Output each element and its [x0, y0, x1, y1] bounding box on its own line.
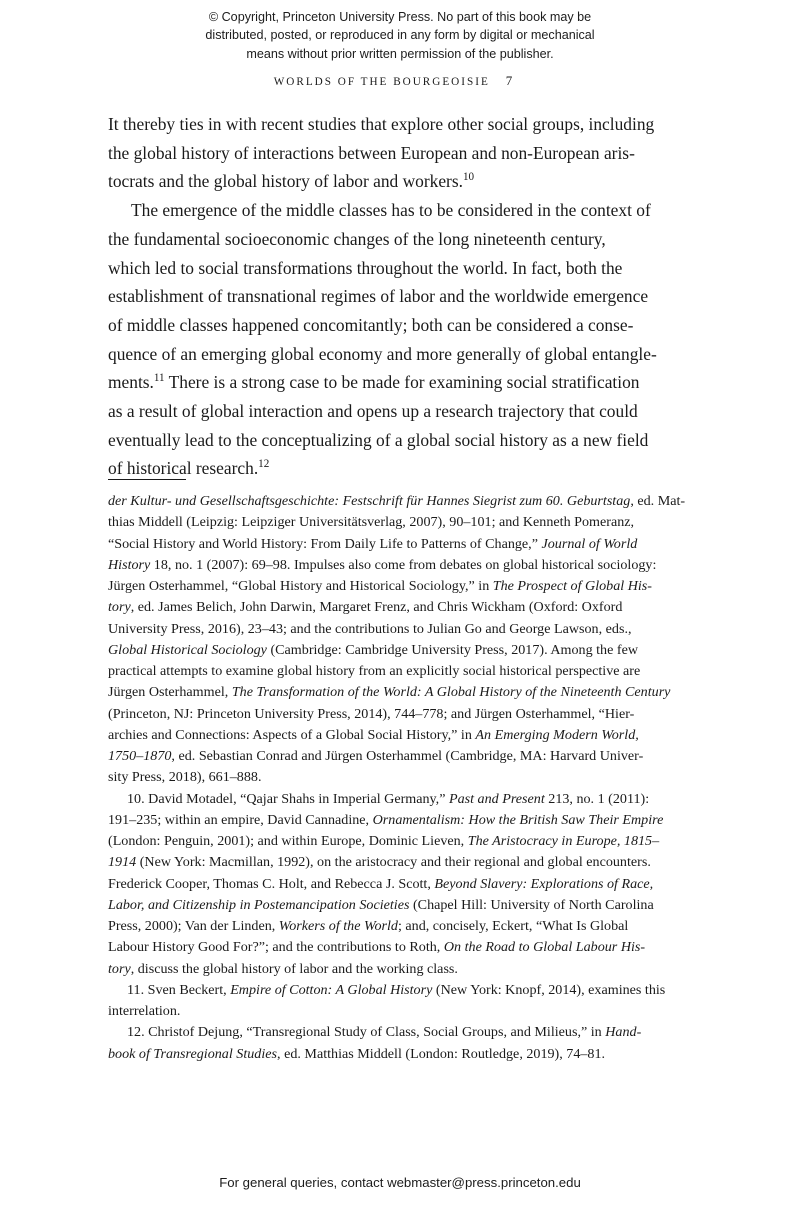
footnote-line: interrelation. [108, 1003, 181, 1019]
footnote-line: tory, ed. James Belich, John Darwin, Margaret Frenz, and Chris Wickham (Oxford: Oxford [108, 599, 623, 616]
footnote-line: Jürgen Osterhammel, “Global History and Historical Sociology,” in The Prospect of Global His- [108, 578, 652, 594]
body-line: establishment of transnational regimes of labor and the worldwide emergence [108, 286, 649, 307]
footnote-line: “Social History and World History: From Daily Life to Patterns of Change,” Journal of World [108, 535, 638, 552]
body-line: of middle classes happened concomitantly; both can be considered a conse- [108, 314, 634, 335]
body-line: eventually lead to the conceptualizing of a global social history as a new field [108, 429, 649, 450]
body-line: the fundamental socioeconomic changes of the long nineteenth century, [108, 228, 606, 249]
body-paragraph-2 [108, 196, 679, 483]
footnote-line: University Press, 2016), 23–43; and the contributions to Julian Go and George Lawson, eds., [108, 620, 632, 637]
copyright-notice [172, 8, 628, 63]
body-line: tocrats and the global history of labor and workers.$^{10}$ [108, 171, 475, 192]
body-line: The emergence of the middle classes has to be considered in the context of [131, 200, 651, 221]
footnote-line: History 18, no. 1 (2007): 69–98. Impulses also come from debates on global historical sociology: [108, 556, 657, 573]
body-line: which led to social transformations throughout the world. In fact, both the [108, 257, 623, 278]
footnote-line: 191–235; within an empire, David Cannadine, Ornamentalism: How the British Saw Their Empire [108, 811, 664, 828]
body-text [108, 110, 679, 483]
footnote-10 [108, 789, 679, 980]
footnote-ref-12[interactable]: 12 [258, 458, 270, 471]
footnotes-block [108, 491, 686, 1065]
body-line: It thereby ties in with recent studies that explore other social groups, including [108, 114, 655, 134]
general-queries-line: For general queries, contact webmaster@press.princeton.edu [219, 1175, 581, 1190]
footnote-line: 1914 (New York: Macmillan, 1992), on the aristocracy and their regional and global encounters. [108, 854, 651, 871]
footnote-line: Labour History Good For?”; and the contributions to Roth, On the Road to Global Labour His- [108, 939, 646, 956]
copyright-line-3: means without prior written permission of the publisher. [246, 46, 554, 61]
footnote-line: 11. Sven Beckert, Empire of Cotton: A Global History (New York: Knopf, 2014), examines this [127, 981, 666, 998]
footnote-line: practical attempts to examine global history from an explicitly social historical perspective are [108, 663, 641, 679]
footnote-ref-10[interactable]: 10 [462, 171, 475, 184]
body-line: quence of an emerging global economy and more generally of global entangle- [108, 343, 657, 364]
page-number: 7 [505, 73, 513, 88]
footnote-line: Press, 2000); Van der Linden, Workers of the World; and, concisely, Eckert, “What Is Global [108, 918, 629, 934]
footnote-line: 10. David Motadel, “Qajar Shahs in Imperial Germany,” Past and Present 213, no. 1 (2011): [127, 790, 650, 807]
footnote-11 [108, 980, 679, 1023]
footnote-line: 1750–1870, ed. Sebastian Conrad and Jürgen Osterhammel (Cambridge, MA: Harvard Univer- [108, 748, 644, 764]
footnote-line: book of Transregional Studies, ed. Matthias Middell (London: Routledge, 2019), 74–81. [108, 1045, 606, 1062]
footnote-separator-rule [108, 479, 186, 480]
footnote-line: Global Historical Sociology (Cambridge: Cambridge University Press, 2017). Among the few [108, 641, 639, 658]
footnote-line: Labor, and Citizenship in Postemancipation Societies (Chapel Hill: University of North Carolina [108, 896, 654, 913]
body-line: the global history of interactions between European and non-European aris- [108, 142, 635, 163]
footnote-line: der Kultur- und Gesellschaftsgeschichte: Festschrift für Hannes Siegrist zum 60. Geburtstag, ed. Mat- [108, 493, 686, 509]
copyright-line-1: © Copyright, Princeton University Press. No part of this book may be [208, 10, 592, 24]
footnote-line: sity Press, 2018), 661–888. [108, 769, 262, 786]
body-line: of historical research.$^{12}$ [108, 458, 270, 479]
footnote-line: Jürgen Osterhammel, The Transformation of the World: A Global History of the Nineteenth Century [108, 684, 671, 701]
running-head-title: WORLDS OF THE BOURGEOISIE [273, 76, 490, 88]
footnote-line: archies and Connections: Aspects of a Global Social History,” in An Emerging Modern World, [108, 726, 639, 743]
footnote-ref-11[interactable]: 11 [153, 372, 165, 385]
running-head [108, 74, 678, 89]
body-paragraph-1 [108, 110, 679, 196]
footnote-line: Frederick Cooper, Thomas C. Holt, and Rebecca J. Scott, Beyond Slavery: Explorations of Race, [108, 875, 654, 892]
footnote-continued [108, 491, 686, 789]
footnote-12 [108, 1022, 679, 1065]
footnote-line: (London: Penguin, 2001); and within Europe, Dominic Lieven, The Aristocracy in Europe, 1815– [108, 833, 660, 849]
footnote-line: tory, discuss the global history of labor and the working class. [108, 960, 458, 977]
footnote-line: thias Middell (Leipzig: Leipziger Universitätsverlag, 2007), 90–101; and Kenneth Pomeranz, [108, 514, 635, 531]
footnote-line: 12. Christof Dejung, “Transregional Study of Class, Social Groups, and Milieus,” in Hand- [127, 1024, 642, 1041]
footnote-line: (Princeton, NJ: Princeton University Press, 2014), 744–778; and Jürgen Osterhammel, “Hier- [108, 705, 635, 722]
copyright-line-2: distributed, posted, or reproduced in any form by digital or mechanical [205, 28, 595, 43]
body-line: as a result of global interaction and opens up a research trajectory that could [108, 401, 638, 422]
body-line: ments.$^{11}$ There is a strong case to be made for examining social stratification [108, 372, 640, 393]
